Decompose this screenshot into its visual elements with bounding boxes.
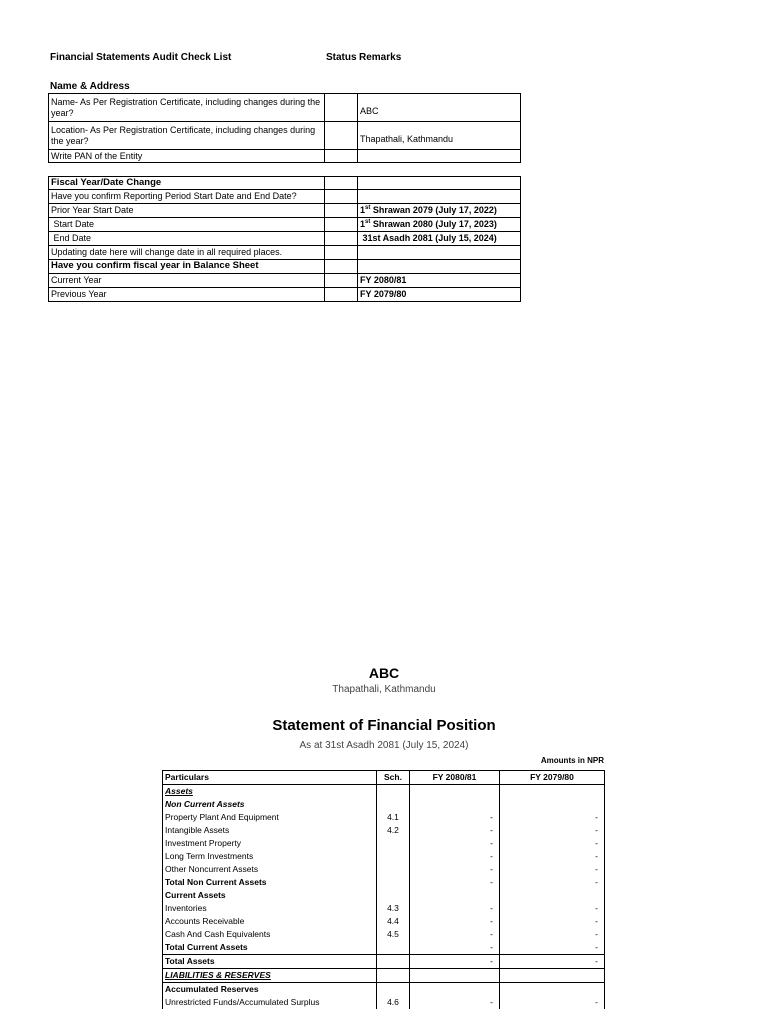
remarks-header: Remarks [359, 52, 402, 63]
py-value-cell: - [500, 915, 605, 928]
previous-year-value[interactable]: FY 2079/80 [358, 288, 521, 302]
table-row [163, 824, 605, 837]
particulars-cell: Cash And Cash Equivalents [163, 928, 377, 941]
status-cell[interactable] [325, 94, 358, 122]
cy-value-cell: - [410, 863, 500, 876]
py-value-cell: - [500, 928, 605, 941]
remark-cell[interactable] [358, 260, 521, 274]
sch-cell [377, 889, 410, 902]
status-cell[interactable] [325, 274, 358, 288]
sch-cell [377, 955, 410, 969]
cy-value-cell: - [410, 811, 500, 824]
sch-cell [377, 863, 410, 876]
col-header-py: FY 2079/80 [500, 771, 605, 785]
sch-cell: 4.5 [377, 928, 410, 941]
status-cell[interactable] [325, 190, 358, 204]
remark-cell[interactable] [358, 246, 521, 260]
sch-cell: 4.3 [377, 902, 410, 915]
sch-cell [377, 837, 410, 850]
cy-value-cell: - [410, 941, 500, 955]
particulars-cell: Total Current Assets [163, 941, 377, 955]
py-value-cell [500, 969, 605, 983]
sch-cell [377, 850, 410, 863]
sch-cell [377, 941, 410, 955]
particulars-cell: Total Non Current Assets [163, 876, 377, 889]
py-value-cell [500, 785, 605, 799]
particulars-cell: Property Plant And Equipment [163, 811, 377, 824]
row-label: Previous Year [49, 288, 325, 302]
status-cell[interactable] [325, 122, 358, 150]
table-row [163, 863, 605, 876]
py-value-cell: - [500, 955, 605, 969]
table-row [163, 928, 605, 941]
remark-cell[interactable] [358, 150, 521, 163]
status-cell[interactable] [325, 150, 358, 163]
row-label: Have you confirm Reporting Period Start Date and End Date? [49, 190, 325, 204]
balance-sheet-section-title: Have you confirm fiscal year in Balance Sheet [49, 260, 325, 274]
table-row [163, 837, 605, 850]
table-row [163, 785, 605, 799]
date-day: 1 [360, 205, 366, 216]
particulars-cell: Current Assets [163, 889, 377, 902]
cy-value-cell: - [410, 850, 500, 863]
status-cell[interactable] [325, 177, 358, 190]
sch-cell [377, 969, 410, 983]
particulars-cell: Other Noncurrent Assets [163, 863, 377, 876]
py-value-cell: - [500, 941, 605, 955]
financial-position-table [162, 770, 605, 1009]
table-row [49, 190, 521, 204]
table-row [49, 232, 521, 246]
remark-cell[interactable]: ABC [358, 94, 521, 122]
sch-cell [377, 876, 410, 889]
table-row [49, 204, 521, 218]
row-label: Location- As Per Registration Certificate, including changes during the year? [49, 122, 325, 150]
row-label: Prior Year Start Date [49, 204, 325, 218]
row-label: Write PAN of the Entity [49, 150, 325, 163]
table-row [49, 260, 521, 274]
particulars-cell: Total Assets [163, 955, 377, 969]
amounts-note: Amounts in NPR [540, 756, 604, 765]
cy-value-cell [410, 889, 500, 902]
status-cell[interactable] [325, 232, 358, 246]
table-row [49, 288, 521, 302]
start-date[interactable] [358, 218, 521, 232]
section-name-address: Name & Address [50, 81, 130, 92]
table-row [49, 150, 521, 163]
py-value-cell: - [500, 824, 605, 837]
remark-cell[interactable] [358, 190, 521, 204]
status-cell[interactable] [325, 246, 358, 260]
row-label: Current Year [49, 274, 325, 288]
particulars-cell: Investment Property [163, 837, 377, 850]
cy-value-cell: - [410, 837, 500, 850]
col-header-particulars: Particulars [163, 771, 377, 785]
table-row [163, 983, 605, 997]
cy-value-cell [410, 969, 500, 983]
cy-value-cell: - [410, 955, 500, 969]
sch-cell [377, 798, 410, 811]
date-rest: Shrawan 2080 (July 17, 2023) [370, 219, 497, 230]
particulars-cell: Assets [163, 785, 377, 799]
table-row [163, 811, 605, 824]
particulars-cell: Intangible Assets [163, 824, 377, 837]
py-value-cell: - [500, 876, 605, 889]
sch-cell [377, 983, 410, 997]
cy-value-cell: - [410, 928, 500, 941]
cy-value-cell [410, 785, 500, 799]
sch-cell: 4.1 [377, 811, 410, 824]
table-row [163, 798, 605, 811]
py-value-cell: - [500, 902, 605, 915]
table-row [49, 218, 521, 232]
cy-value-cell: - [410, 915, 500, 928]
table-row [163, 996, 605, 1009]
prior-year-start-date[interactable] [358, 204, 521, 218]
row-label: End Date [49, 232, 325, 246]
table-row [163, 889, 605, 902]
py-value-cell: - [500, 996, 605, 1009]
sch-cell: 4.2 [377, 824, 410, 837]
table-row [163, 850, 605, 863]
table-row [49, 122, 521, 150]
particulars-cell: Accumulated Reserves [163, 983, 377, 997]
fiscal-year-table [48, 176, 521, 302]
table-row [49, 94, 521, 122]
date-suffix: st [365, 205, 371, 212]
name-address-table [48, 93, 521, 163]
row-label: Start Date [49, 218, 325, 232]
cy-value-cell: - [410, 824, 500, 837]
row-label: Name- As Per Registration Certificate, including changes during the year? [49, 94, 325, 122]
checklist-title: Financial Statements Audit Check List [50, 52, 232, 63]
table-row [49, 246, 521, 260]
py-value-cell: - [500, 850, 605, 863]
statement-title: Statement of Financial Position [272, 717, 496, 734]
remark-cell[interactable]: Thapathali, Kathmandu [358, 122, 521, 150]
status-header: Status [326, 52, 357, 63]
sch-cell [377, 785, 410, 799]
row-label: Updating date here will change date in all required places. [49, 246, 325, 260]
date-day: 1 [360, 219, 366, 230]
cy-value-cell: - [410, 876, 500, 889]
current-year-value[interactable]: FY 2080/81 [358, 274, 521, 288]
date-rest: Shrawan 2079 (July 17, 2022) [370, 205, 497, 216]
company-name: ABC [368, 665, 400, 681]
particulars-cell: Accounts Receivable [163, 915, 377, 928]
table-header-row [163, 771, 605, 785]
fiscal-section-title: Fiscal Year/Date Change [49, 177, 325, 190]
status-cell[interactable] [325, 204, 358, 218]
table-row [49, 274, 521, 288]
py-value-cell: - [500, 863, 605, 876]
status-cell[interactable] [325, 288, 358, 302]
sch-cell: 4.4 [377, 915, 410, 928]
sch-cell: 4.6 [377, 996, 410, 1009]
table-row [163, 969, 605, 983]
remark-cell[interactable] [358, 177, 521, 190]
table-row [163, 876, 605, 889]
cy-value-cell: - [410, 996, 500, 1009]
particulars-cell: Inventories [163, 902, 377, 915]
col-header-cy: FY 2080/81 [410, 771, 500, 785]
date-suffix: st [365, 219, 371, 226]
particulars-cell: LIABILITIES & RESERVES [163, 969, 377, 983]
py-value-cell [500, 983, 605, 997]
table-row [163, 915, 605, 928]
py-value-cell: - [500, 837, 605, 850]
table-row [49, 177, 521, 190]
table-row [163, 955, 605, 969]
py-value-cell [500, 798, 605, 811]
py-value-cell: - [500, 811, 605, 824]
status-cell[interactable] [325, 260, 358, 274]
col-header-sch: Sch. [377, 771, 410, 785]
end-date[interactable]: 31st Asadh 2081 (July 15, 2024) [358, 232, 521, 246]
particulars-cell: Long Term Investments [163, 850, 377, 863]
status-cell[interactable] [325, 218, 358, 232]
cy-value-cell: - [410, 902, 500, 915]
company-address: Thapathali, Kathmandu [332, 684, 436, 695]
cy-value-cell [410, 798, 500, 811]
statement-date: As at 31st Asadh 2081 (July 15, 2024) [299, 740, 469, 751]
particulars-cell: Non Current Assets [163, 798, 377, 811]
cy-value-cell [410, 983, 500, 997]
table-row [163, 902, 605, 915]
table-row [163, 941, 605, 955]
particulars-cell: Unrestricted Funds/Accumulated Surplus [163, 996, 377, 1009]
py-value-cell [500, 889, 605, 902]
